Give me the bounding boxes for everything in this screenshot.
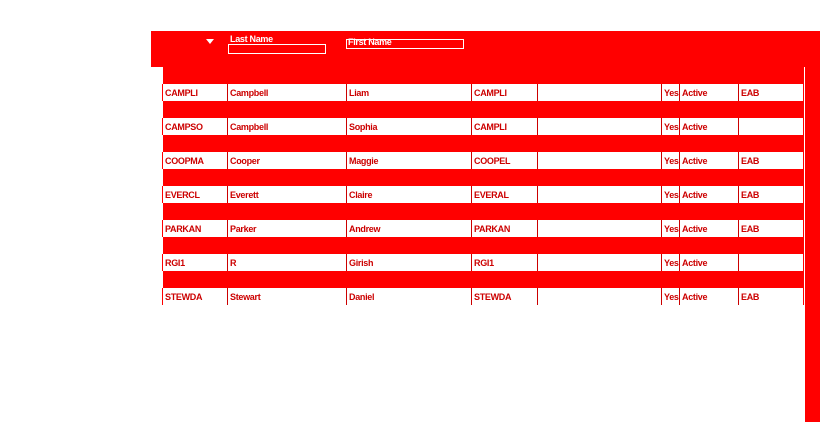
first-name-cell: Andrew — [347, 220, 472, 237]
extra-cell — [538, 254, 662, 271]
group-cell: EAB — [739, 288, 804, 305]
first-name-filter-input[interactable] — [346, 39, 464, 49]
group-cell — [739, 118, 804, 135]
table-row[interactable] — [163, 288, 804, 305]
group-cell: EAB — [739, 186, 804, 203]
first-name-cell: Sophia — [347, 118, 472, 135]
flag-cell: Yes — [662, 254, 680, 271]
first-name-cell: Liam — [347, 84, 472, 101]
user-code-cell: CAMPLI — [163, 84, 228, 101]
flag-cell: Yes — [662, 118, 680, 135]
column-header-first-name[interactable]: First Name — [348, 37, 392, 47]
user-code-cell: CAMPSO — [163, 118, 228, 135]
alias-cell: STEWDA — [472, 288, 538, 305]
first-name-cell: Daniel — [347, 288, 472, 305]
row-separator — [163, 203, 804, 220]
alias-cell: CAMPLI — [472, 84, 538, 101]
first-name-cell: Maggie — [347, 152, 472, 169]
status-cell: Active — [680, 254, 739, 271]
extra-cell — [538, 186, 662, 203]
extra-cell — [538, 220, 662, 237]
last-name-cell: Campbell — [228, 118, 347, 135]
group-cell: EAB — [739, 220, 804, 237]
row-separator — [163, 271, 804, 288]
alias-cell: COOPEL — [472, 152, 538, 169]
extra-cell — [538, 152, 662, 169]
table-row[interactable] — [163, 186, 804, 203]
user-code-cell: STEWDA — [163, 288, 228, 305]
last-name-cell: Campbell — [228, 84, 347, 101]
alias-cell: CAMPLI — [472, 118, 538, 135]
chevron-down-icon[interactable] — [206, 39, 214, 44]
row-separator-cell — [163, 271, 804, 288]
extra-cell — [538, 118, 662, 135]
table-row[interactable] — [163, 254, 804, 271]
first-name-cell: Claire — [347, 186, 472, 203]
user-code-cell: EVERCL — [163, 186, 228, 203]
vertical-scrollbar[interactable] — [805, 31, 820, 422]
status-cell: Active — [680, 220, 739, 237]
row-separator — [163, 237, 804, 254]
status-cell: Active — [680, 84, 739, 101]
row-separator-cell — [163, 67, 804, 84]
row-separator — [163, 135, 804, 152]
flag-cell: Yes — [662, 84, 680, 101]
row-separator — [163, 169, 804, 186]
last-name-filter-input[interactable] — [228, 44, 326, 54]
flag-cell: Yes — [662, 186, 680, 203]
extra-cell — [538, 84, 662, 101]
status-cell: Active — [680, 186, 739, 203]
user-code-cell: COOPMA — [163, 152, 228, 169]
extra-cell — [538, 288, 662, 305]
last-name-cell: Parker — [228, 220, 347, 237]
table-row[interactable] — [163, 152, 804, 169]
status-cell: Active — [680, 288, 739, 305]
table-row[interactable] — [163, 220, 804, 237]
row-separator — [163, 101, 804, 118]
alias-cell: RGI1 — [472, 254, 538, 271]
group-cell: EAB — [739, 152, 804, 169]
row-separator-cell — [163, 237, 804, 254]
last-name-cell: Stewart — [228, 288, 347, 305]
status-cell: Active — [680, 118, 739, 135]
first-name-cell: Girish — [347, 254, 472, 271]
row-separator-cell — [163, 203, 804, 220]
alias-cell: PARKAN — [472, 220, 538, 237]
table-row[interactable] — [163, 84, 804, 101]
alias-cell: EVERAL — [472, 186, 538, 203]
flag-cell: Yes — [662, 288, 680, 305]
last-name-cell: Cooper — [228, 152, 347, 169]
user-code-cell: PARKAN — [163, 220, 228, 237]
row-separator-cell — [163, 135, 804, 152]
users-table — [162, 67, 803, 304]
row-separator-cell — [163, 101, 804, 118]
status-cell: Active — [680, 152, 739, 169]
group-cell: EAB — [739, 84, 804, 101]
flag-cell: Yes — [662, 152, 680, 169]
last-name-cell: R — [228, 254, 347, 271]
table-row[interactable] — [163, 118, 804, 135]
group-cell — [739, 254, 804, 271]
user-code-cell: RGI1 — [163, 254, 228, 271]
row-separator — [163, 67, 804, 84]
flag-cell: Yes — [662, 220, 680, 237]
column-header-last-name[interactable]: Last Name — [230, 34, 273, 44]
row-separator-cell — [163, 169, 804, 186]
last-name-cell: Everett — [228, 186, 347, 203]
